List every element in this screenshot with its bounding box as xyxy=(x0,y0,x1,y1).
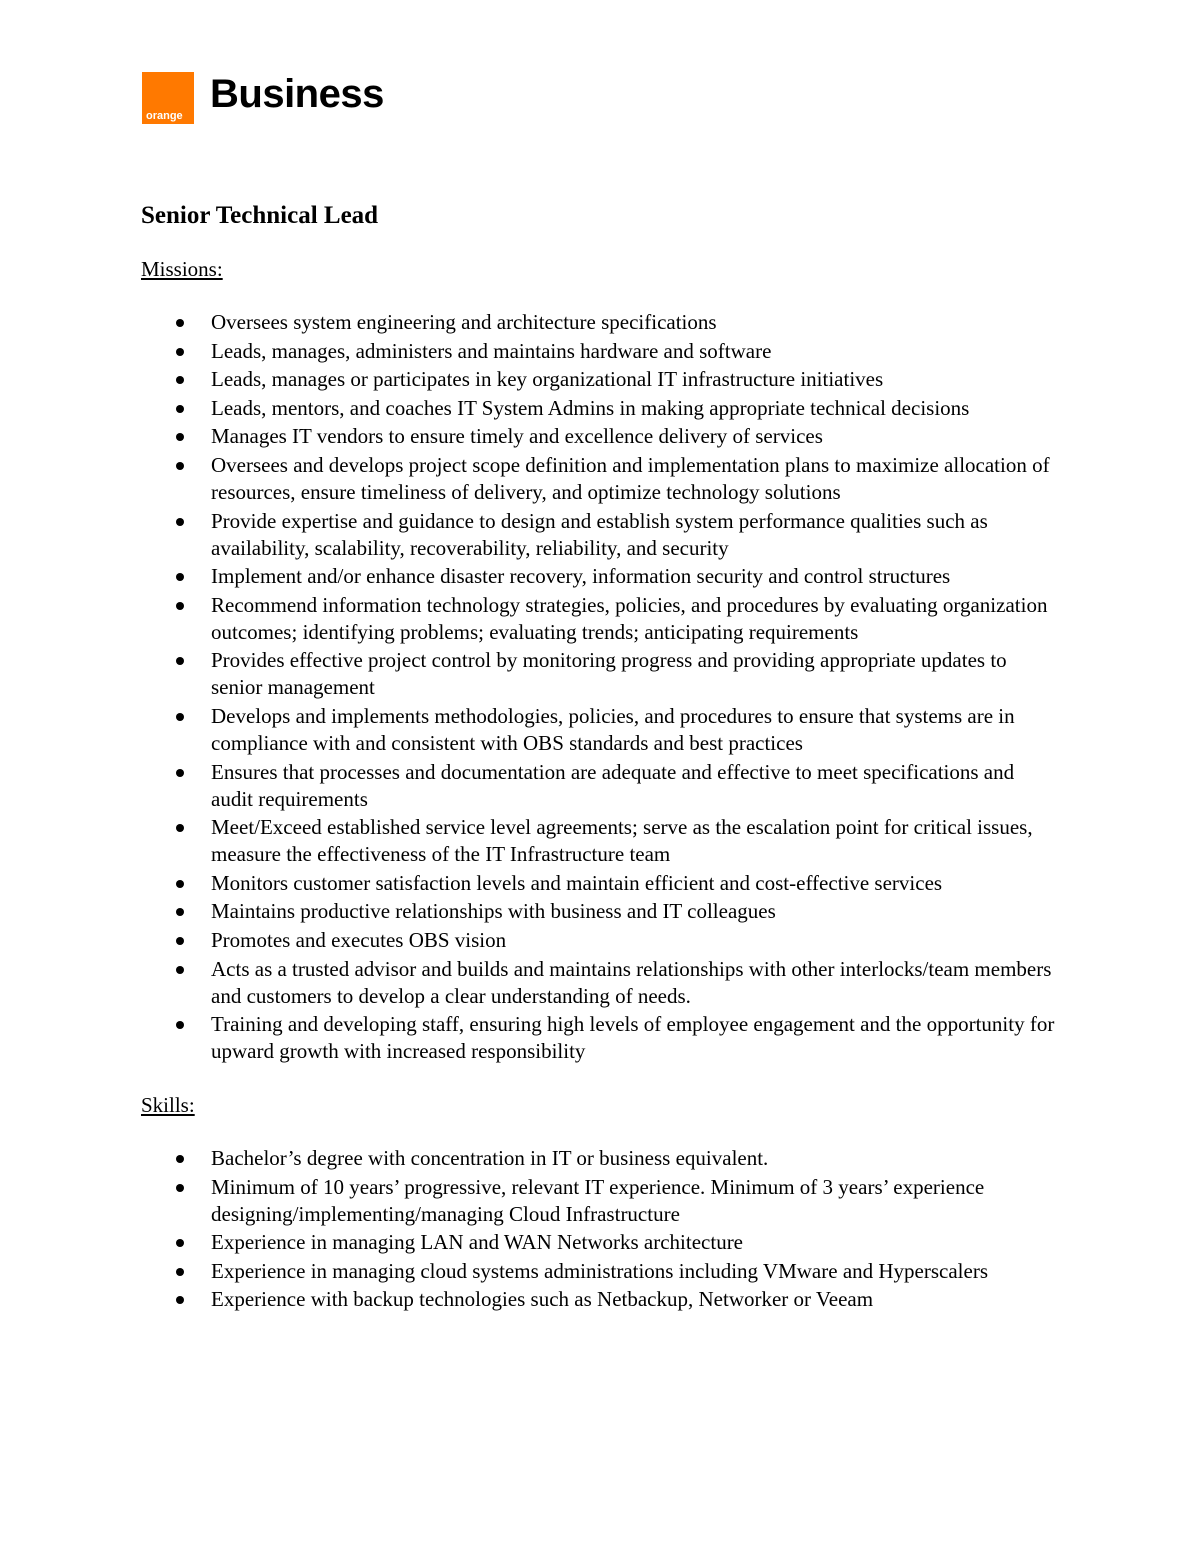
bullet-icon xyxy=(176,518,184,526)
mission-text: Leads, mentors, and coaches IT System Admins in making appropriate technical decisions xyxy=(211,395,970,420)
mission-text: Provides effective project control by monitoring progress and providing appropriate updates to senior management xyxy=(211,648,1007,700)
mission-text: Develops and implements methodologies, policies, and procedures to ensure that systems are in compliance with and consistent with OBS standards and best practices xyxy=(211,703,1015,755)
bullet-icon xyxy=(176,908,184,916)
bullet-icon xyxy=(176,1268,184,1276)
mission-text: Monitors customer satisfaction levels and maintain efficient and cost-effective services xyxy=(211,870,943,895)
mission-item xyxy=(141,366,1061,393)
mission-text: Maintains productive relationships with business and IT colleagues xyxy=(211,899,776,924)
page-title: Senior Technical Lead xyxy=(141,202,379,229)
mission-item xyxy=(141,563,1061,590)
mission-item xyxy=(141,647,1061,701)
business-wordmark: Business xyxy=(210,72,384,116)
mission-item xyxy=(141,338,1061,365)
bullet-icon xyxy=(176,657,184,665)
mission-item xyxy=(141,814,1061,868)
mission-text: Provide expertise and guidance to design and establish system performance qualities such as availability, scalability, recoverability, reliability, and security xyxy=(211,508,988,560)
bullet-icon xyxy=(176,573,184,581)
bullet-icon xyxy=(176,769,184,777)
mission-item xyxy=(141,309,1061,336)
mission-text: Meet/Exceed established service level agreements; serve as the escalation point for critical issues, measure the effectiveness of the IT Infrastructure team xyxy=(211,815,1033,867)
mission-text: Acts as a trusted advisor and builds and maintains relationships with other interlocks/team members and customers to develop a clear understanding of needs. xyxy=(211,956,1052,1008)
skills-list xyxy=(141,1145,1061,1313)
mission-item xyxy=(141,395,1061,422)
mission-item xyxy=(141,927,1061,954)
mission-text: Recommend information technology strategies, policies, and procedures by evaluating organization outcomes; identifying problems; evaluating trends; anticipating requirements xyxy=(211,592,1048,644)
orange-brand-square xyxy=(142,72,194,124)
mission-text: Promotes and executes OBS vision xyxy=(211,927,507,952)
skills-heading: Skills: xyxy=(141,1093,195,1118)
bullet-icon xyxy=(176,376,184,384)
mission-item xyxy=(141,592,1061,646)
bullet-icon xyxy=(176,713,184,721)
skill-text: Experience in managing LAN and WAN Networks architecture xyxy=(211,1230,744,1255)
bullet-icon xyxy=(176,880,184,888)
skill-item xyxy=(141,1258,1061,1285)
mission-item xyxy=(141,423,1061,450)
mission-item xyxy=(141,898,1061,925)
mission-text: Leads, manages, administers and maintains hardware and software xyxy=(211,338,772,363)
bullet-icon xyxy=(176,1184,184,1192)
bullet-icon xyxy=(176,1021,184,1029)
bullet-icon xyxy=(176,1296,184,1304)
bullet-icon xyxy=(176,824,184,832)
skill-item xyxy=(141,1286,1061,1313)
mission-text: Training and developing staff, ensuring high levels of employee engagement and the opportunity for upward growth with increased responsibility xyxy=(211,1012,1055,1064)
mission-text: Leads, manages or participates in key organizational IT infrastructure initiatives xyxy=(211,367,884,392)
mission-text: Manages IT vendors to ensure timely and excellence delivery of services xyxy=(211,424,823,449)
mission-text: Ensures that processes and documentation are adequate and effective to meet specifications and audit requirements xyxy=(211,759,1015,811)
mission-item xyxy=(141,870,1061,897)
job-description xyxy=(141,199,1061,1315)
missions-heading: Missions: xyxy=(141,257,223,281)
orange-business-logo xyxy=(142,72,384,124)
bullet-icon xyxy=(176,433,184,441)
bullet-icon xyxy=(176,348,184,356)
skill-item xyxy=(141,1174,1061,1228)
bullet-icon xyxy=(176,1239,184,1247)
mission-text: Implement and/or enhance disaster recovery, information security and control structures xyxy=(211,564,951,589)
mission-text: Oversees and develops project scope definition and implementation plans to maximize allocation of resources, ensure timeliness of delivery, and optimize technology solutions xyxy=(211,452,1050,504)
mission-text: Oversees system engineering and architecture specifications xyxy=(211,310,717,334)
skill-text: Experience with backup technologies such as Netbackup, Networker or Veeam xyxy=(211,1287,874,1312)
skill-item xyxy=(141,1229,1061,1256)
bullet-icon xyxy=(176,405,184,413)
bullet-icon xyxy=(176,937,184,945)
bullet-icon xyxy=(176,462,184,470)
mission-item xyxy=(141,956,1061,1010)
mission-item xyxy=(141,759,1061,813)
missions-list xyxy=(141,309,1061,1065)
skill-text: Minimum of 10 years’ progressive, relevant IT experience. Minimum of 3 years’ experience designing/implementing/managing Cloud Infrastructure xyxy=(211,1174,985,1226)
mission-item xyxy=(141,703,1061,757)
mission-item xyxy=(141,452,1061,506)
skill-item xyxy=(141,1145,1061,1172)
skill-text: Bachelor’s degree with concentration in IT or business equivalent. xyxy=(211,1146,769,1171)
skill-text: Experience in managing cloud systems administrations including VMware and Hyperscalers xyxy=(211,1258,988,1283)
bullet-icon xyxy=(176,966,184,974)
bullet-icon xyxy=(176,319,184,327)
mission-item xyxy=(141,1011,1061,1065)
bullet-icon xyxy=(176,602,184,610)
mission-item xyxy=(141,508,1061,562)
bullet-icon xyxy=(176,1155,184,1163)
orange-mark-text: orange xyxy=(146,110,183,122)
